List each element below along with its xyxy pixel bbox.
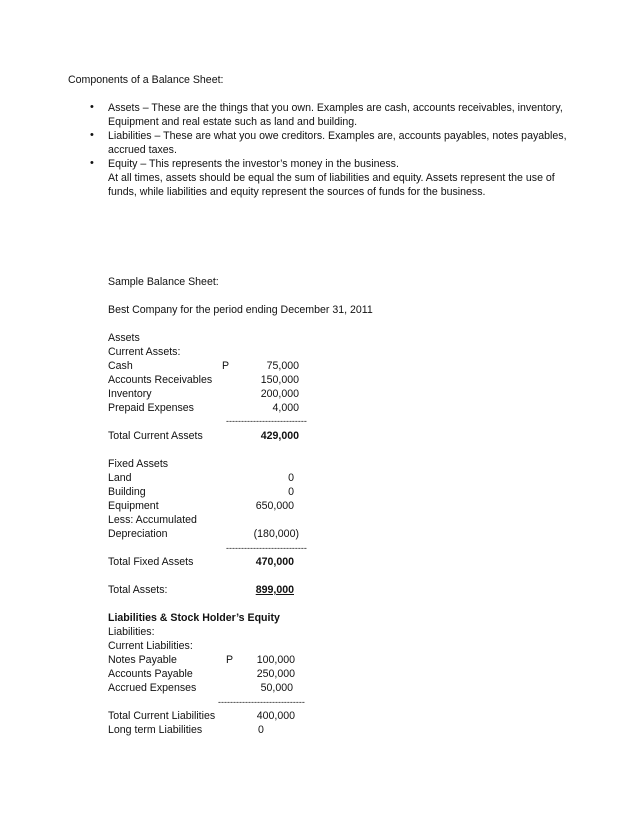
row-value: 200,000: [260, 388, 299, 400]
row-value: 50,000: [260, 682, 293, 694]
peso-sign: P: [226, 654, 234, 666]
long-term-liabilities-value: 0: [258, 724, 264, 736]
liabilities-subtitle: Liabilities:: [108, 626, 155, 638]
bullet-assets-line2: Equipment and real estate such as land and building.: [108, 116, 358, 128]
current-liabilities-title: Current Liabilities:: [108, 640, 193, 652]
assets-title: Assets: [108, 332, 140, 344]
row-value: 150,000: [260, 374, 299, 386]
peso-sign: P: [222, 360, 230, 372]
bullet-assets-line1: Assets – These are the things that you own. Examples are cash, accounts receivables, inventory,: [108, 102, 563, 114]
total-current-liabilities-label: Total Current Liabilities: [108, 710, 216, 722]
total-fixed-assets-label: Total Fixed Assets: [108, 556, 194, 568]
bullet-equity-line1: Equity – This represents the investor’s money in the business.: [108, 158, 399, 170]
bullet-liabilities-line1: Liabilities – These are what you owe creditors. Examples are, accounts payables, notes payables,: [108, 130, 567, 142]
bullet-equity-line2: At all times, assets should be equal the sum of liabilities and equity. Assets represent the use of: [108, 172, 555, 184]
row-label: Land: [108, 472, 132, 484]
total-assets-label: Total Assets:: [108, 584, 168, 596]
row-value: (180,000): [253, 528, 299, 540]
row-value: 0: [288, 486, 294, 498]
bullet-liabilities-line2: accrued taxes.: [108, 144, 177, 156]
liabilities-title: Liabilities & Stock Holder’s Equity: [108, 612, 280, 624]
row-label: Prepaid Expenses: [108, 402, 194, 414]
row-label: Accrued Expenses: [108, 682, 197, 694]
page-heading: Components of a Balance Sheet:: [68, 74, 224, 86]
row-value: 75,000: [266, 360, 299, 372]
row-value: 0: [288, 472, 294, 484]
row-label: Inventory: [108, 388, 152, 400]
row-label: Depreciation: [108, 528, 168, 540]
bullet-dot: •: [90, 101, 94, 113]
bullet-dot: •: [90, 157, 94, 169]
row-label: Accounts Payable: [108, 668, 193, 680]
row-label: Equipment: [108, 500, 159, 512]
total-current-assets-value: 429,000: [260, 430, 299, 442]
row-value: 650,000: [255, 500, 294, 512]
long-term-liabilities-label: Long term Liabilities: [108, 724, 203, 736]
total-current-liabilities-value: 400,000: [256, 710, 295, 722]
row-label: Cash: [108, 360, 133, 372]
company-line: Best Company for the period ending December 31, 2011: [108, 304, 373, 316]
row-label: Accounts Receivables: [108, 374, 213, 386]
bullet-dot: •: [90, 129, 94, 141]
total-current-assets-label: Total Current Assets: [108, 430, 203, 442]
total-assets-value: 899,000: [255, 584, 294, 596]
bullet-equity-line3: funds, while liabilities and equity represent the sources of funds for the business.: [108, 186, 486, 198]
row-label: Less: Accumulated: [108, 514, 197, 526]
row-value: 250,000: [256, 668, 295, 680]
row-value: 4,000: [272, 402, 299, 414]
row-value: 100,000: [256, 654, 295, 666]
divider-line: ---------------------------: [226, 543, 307, 553]
current-assets-title: Current Assets:: [108, 346, 181, 358]
row-label: Notes Payable: [108, 654, 177, 666]
fixed-assets-title: Fixed Assets: [108, 458, 169, 470]
total-fixed-assets-value: 470,000: [255, 556, 294, 568]
divider-line: ---------------------------: [226, 416, 307, 426]
divider-line: -----------------------------: [218, 697, 305, 707]
sample-title: Sample Balance Sheet:: [108, 276, 219, 288]
row-label: Building: [108, 486, 146, 498]
